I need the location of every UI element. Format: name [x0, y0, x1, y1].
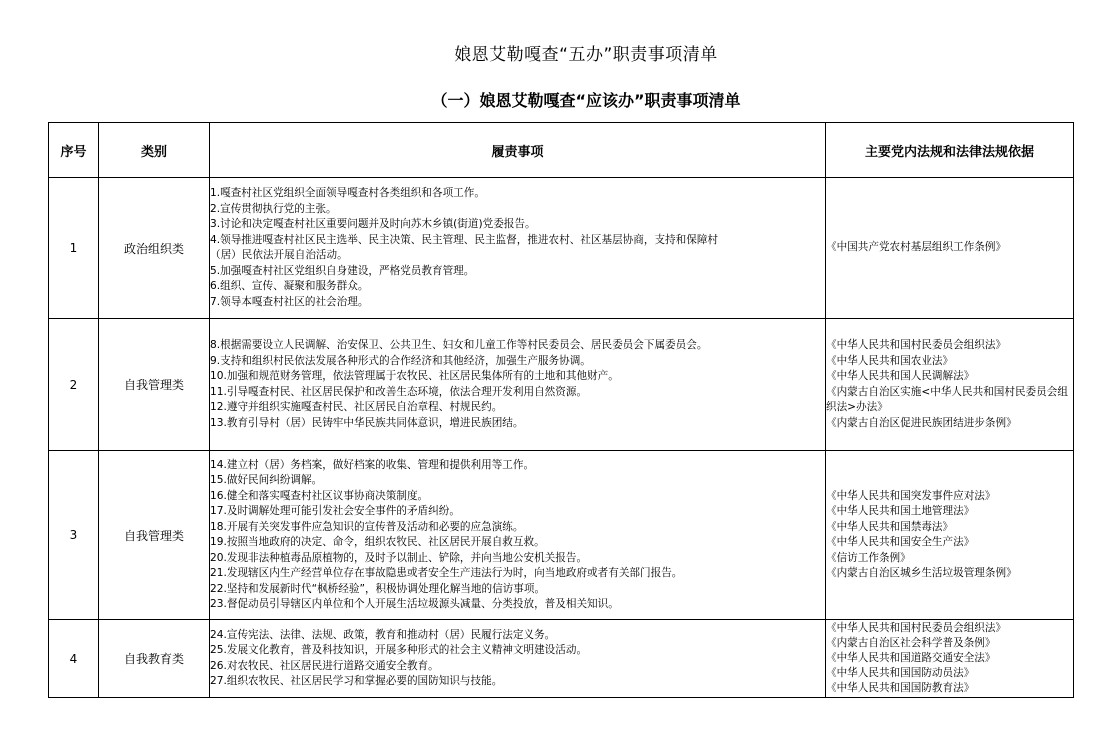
- row-index: 4: [49, 620, 99, 698]
- duty-item: 2.宣传贯彻执行党的主张。: [210, 202, 337, 215]
- basis-item: 《中华人民共和国村民委员会组织法》: [826, 622, 1007, 634]
- header-index: 序号: [49, 123, 99, 178]
- basis-item: 《中华人民共和国人民调解法》: [826, 370, 975, 382]
- duty-item: 3.讨论和决定嘎查村社区重要问题并及时向苏木乡镇(街道)党委报告。: [210, 218, 536, 230]
- duty-item: 15.做好民间纠纷调解。: [210, 474, 323, 486]
- duty-item: 25.发展文化教育，普及科技知识，开展多种形式的社会主义精神文明建设活动。: [210, 644, 588, 656]
- row-duties: [210, 451, 826, 620]
- basis-item: 《信访工作条例》: [826, 551, 911, 564]
- duty-item: 20.发现非法种植毒品原植物的，及时予以制止、铲除，并向当地公安机关报告。: [210, 551, 588, 564]
- row-index: 2: [49, 319, 99, 451]
- table-row: [49, 319, 1074, 451]
- basis-item: 《中华人民共和国国防动员法》: [826, 667, 975, 679]
- row-duties: [210, 178, 826, 319]
- duty-item: 18.开展有关突发事件应急知识的宣传普及活动和必要的应急演练。: [210, 520, 524, 533]
- duty-item: 11.引导嘎查村民、社区居民保护和改善生态环境，依法合理开发利用自然资源。: [210, 385, 588, 398]
- basis-item: 《内蒙古自治区实施<中华人民共和国村民委员会组织法>办法》: [826, 385, 1068, 413]
- basis-item: 《中华人民共和国国防教育法》: [826, 682, 975, 694]
- basis-item: 《中华人民共和国土地管理法》: [826, 505, 975, 517]
- row-duties: [210, 319, 826, 451]
- row-basis: [826, 178, 1074, 319]
- duty-item: 6.组织、宣传、凝聚和服务群众。: [210, 280, 369, 292]
- duty-item: 9.支持和组织村民依法发展各种形式的合作经济和其他经济，加强生产服务协调。: [210, 354, 591, 367]
- section-subtitle: （一）娘恩艾勒嘎查“应该办”职责事项清单: [431, 91, 741, 110]
- duty-item: 1.嘎查村社区党组织全面领导嘎查村各类组织和各项工作。: [210, 187, 485, 199]
- table-row: [49, 451, 1074, 620]
- row-index: 1: [49, 178, 99, 319]
- basis-item: 《中华人民共和国突发事件应对法》: [826, 489, 996, 502]
- duty-item: 16.健全和落实嘎查村社区议事协商决策制度。: [210, 489, 429, 502]
- basis-item: 《中国共产党农村基层组织工作条例》: [826, 241, 1007, 254]
- duty-item: 21.发现辖区内生产经营单位存在事故隐患或者安全生产违法行为时，向当地政府或者有关部门报告。: [210, 567, 683, 579]
- row-category: 自我管理类: [99, 319, 210, 451]
- document-title: 娘恩艾勒嘎查“五办”职责事项清单: [454, 45, 718, 65]
- table-row: [49, 178, 1074, 319]
- duty-item: 27.组织农牧民、社区居民学习和掌握必要的国防知识与技能。: [210, 675, 503, 687]
- header-category: 类别: [99, 123, 210, 178]
- duty-item: 4.领导推进嘎查村社区民主选举、民主决策、民主管理、民主监督，推进农村、社区基层协商，支持和保障村: [210, 233, 719, 246]
- duty-list-table: [48, 122, 1074, 698]
- duty-item: 7.领导本嘎查村社区的社会治理。: [210, 295, 369, 308]
- duty-item: 14.建立村（居）务档案，做好档案的收集、管理和提供利用等工作。: [210, 458, 535, 471]
- duty-item: 22.坚持和发展新时代“枫桥经验”，积极协调处理化解当地的信访事项。: [210, 582, 546, 595]
- basis-item: 《中华人民共和国禁毒法》: [826, 520, 954, 533]
- basis-item: 《中华人民共和国安全生产法》: [826, 536, 975, 548]
- basis-item: 《内蒙古自治区促进民族团结进步条例》: [826, 416, 1017, 429]
- row-basis: [826, 451, 1074, 620]
- row-category: 自我教育类: [99, 620, 210, 698]
- duty-item: 19.按照当地政府的决定、命令，组织农牧民、社区居民开展自救互救。: [210, 536, 545, 548]
- basis-item: 《内蒙古自治区社会科学普及条例》: [826, 637, 996, 649]
- header-duties: 履责事项: [210, 123, 826, 178]
- duty-item: 8.根据需要设立人民调解、治安保卫、公共卫生、妇女和儿童工作等村民委员会、居民委员会下属委员会。: [210, 339, 708, 351]
- header-basis: 主要党内法规和法律法规依据: [826, 123, 1074, 178]
- duty-item: 13.教育引导村（居）民铸牢中华民族共同体意识，增进民族团结。: [210, 416, 524, 429]
- row-basis: [826, 620, 1074, 698]
- basis-item: 《中华人民共和国村民委员会组织法》: [826, 339, 1007, 351]
- duty-item: 10.加强和规范财务管理，依法管理属于农牧民、社区居民集体所有的土地和其他财产。: [210, 370, 619, 382]
- duty-item: 23.督促动员引导辖区内单位和个人开展生活垃圾源头减量、分类投放，普及相关知识。: [210, 598, 619, 610]
- duty-item: 12.遵守并组织实施嘎查村民、社区居民自治章程、村规民约。: [210, 401, 503, 413]
- duty-item: （居）民依法开展自治活动。: [210, 249, 348, 261]
- duty-item: 24.宣传宪法、法律、法规、政策，教育和推动村（居）民履行法定义务。: [210, 628, 556, 641]
- basis-item: 《中华人民共和国农业法》: [826, 354, 954, 367]
- basis-item: 《内蒙古自治区城乡生活垃圾管理条例》: [826, 567, 1017, 579]
- table-row: [49, 620, 1074, 698]
- duty-item: 17.及时调解处理可能引发社会安全事件的矛盾纠纷。: [210, 505, 460, 517]
- row-category: 自我管理类: [99, 451, 210, 620]
- row-category: 政治组织类: [99, 178, 210, 319]
- row-basis: [826, 319, 1074, 451]
- duty-item: 26.对农牧民、社区居民进行道路交通安全教育。: [210, 659, 439, 672]
- row-duties: [210, 620, 826, 698]
- duty-item: 5.加强嘎查村社区党组织自身建设，严格党员教育管理。: [210, 264, 475, 277]
- table-header-row: [49, 123, 1074, 178]
- row-index: 3: [49, 451, 99, 620]
- basis-item: 《中华人民共和国道路交通安全法》: [826, 652, 996, 664]
